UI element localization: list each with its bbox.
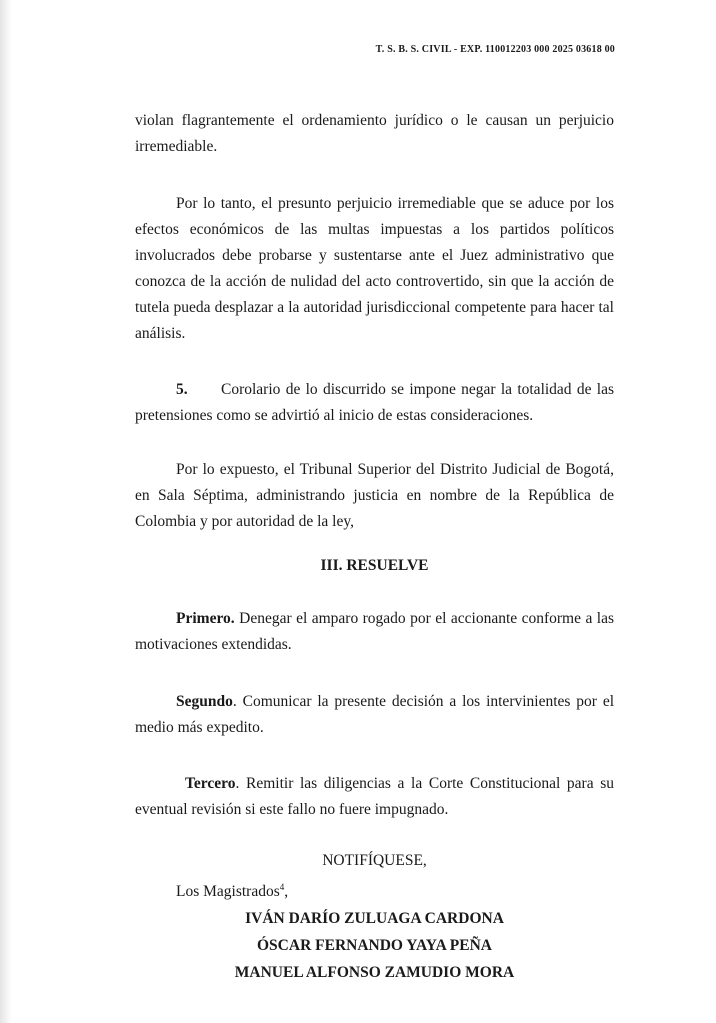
case-reference-header: T. S. B. S. CIVIL - EXP. 110012203 000 2025 03618 00	[375, 44, 615, 55]
resolution-item-text: . Comunicar la presente decisión a los intervinientes por el medio más expedito.	[135, 693, 614, 736]
resolution-heading: III. RESUELVE	[320, 557, 429, 574]
magistrate-names	[135, 905, 614, 986]
paragraph-number: 5.	[176, 381, 188, 398]
paragraph-continuation: violan flagrantemente el ordenamiento jurídico o le causan un perjuicio irremediable.	[135, 112, 614, 155]
magistrates-intro-punct: ,	[284, 883, 289, 900]
paragraph-irremediable-harm: Por lo tanto, el presunto perjuicio irremediable que se aduce por los efectos económicos de las multas impuestas a los partidos políticos involucrados debe probarse y sustentarse ante el Juez administrativo que conozca de la acción de nulidad del acto controvertido, sin que la acción de tutela pueda desplazar a la autoridad jurisdiccional competente para hacer tal análisis.	[135, 195, 614, 342]
resolution-item-label: Segundo	[176, 693, 233, 710]
paragraph-authority: Por lo expuesto, el Tribunal Superior del Distrito Judicial de Bogotá, en Sala Séptima, administrando justicia en nombre de la República de Colombia y por autoridad de la ley,	[135, 461, 614, 530]
magistrates-intro	[176, 883, 288, 901]
page-edge-shadow	[0, 0, 12, 1023]
footnote-ref: 4	[279, 881, 285, 892]
resolution-item-label: Primero.	[176, 610, 235, 627]
magistrates-intro-text: Los Magistrados	[176, 883, 280, 900]
notify-line: NOTIFÍQUESE,	[322, 852, 427, 869]
magistrate-name: ÓSCAR FERNANDO YAYA PEÑA	[257, 937, 492, 954]
paragraph-conclusion	[135, 377, 614, 429]
resolution-item-second	[135, 689, 614, 741]
magistrate-name: IVÁN DARÍO ZULUAGA CARDONA	[245, 910, 504, 927]
resolution-item-text: Denegar el amparo rogado por el accionante conforme a las motivaciones extendidas.	[135, 610, 614, 653]
resolution-item-label: Tercero	[185, 775, 236, 792]
paragraph-conclusion-text: Corolario de lo discurrido se impone negar la totalidad de las pretensiones como se advirtió al inicio de estas consideraciones.	[135, 381, 614, 424]
magistrate-name: MANUEL ALFONSO ZAMUDIO MORA	[234, 964, 515, 981]
resolution-item-text: . Remitir las diligencias a la Corte Constitucional para su eventual revisión si este fallo no fuere impugnado.	[135, 775, 614, 818]
resolution-item-first	[135, 606, 614, 658]
resolution-item-third	[135, 771, 614, 823]
